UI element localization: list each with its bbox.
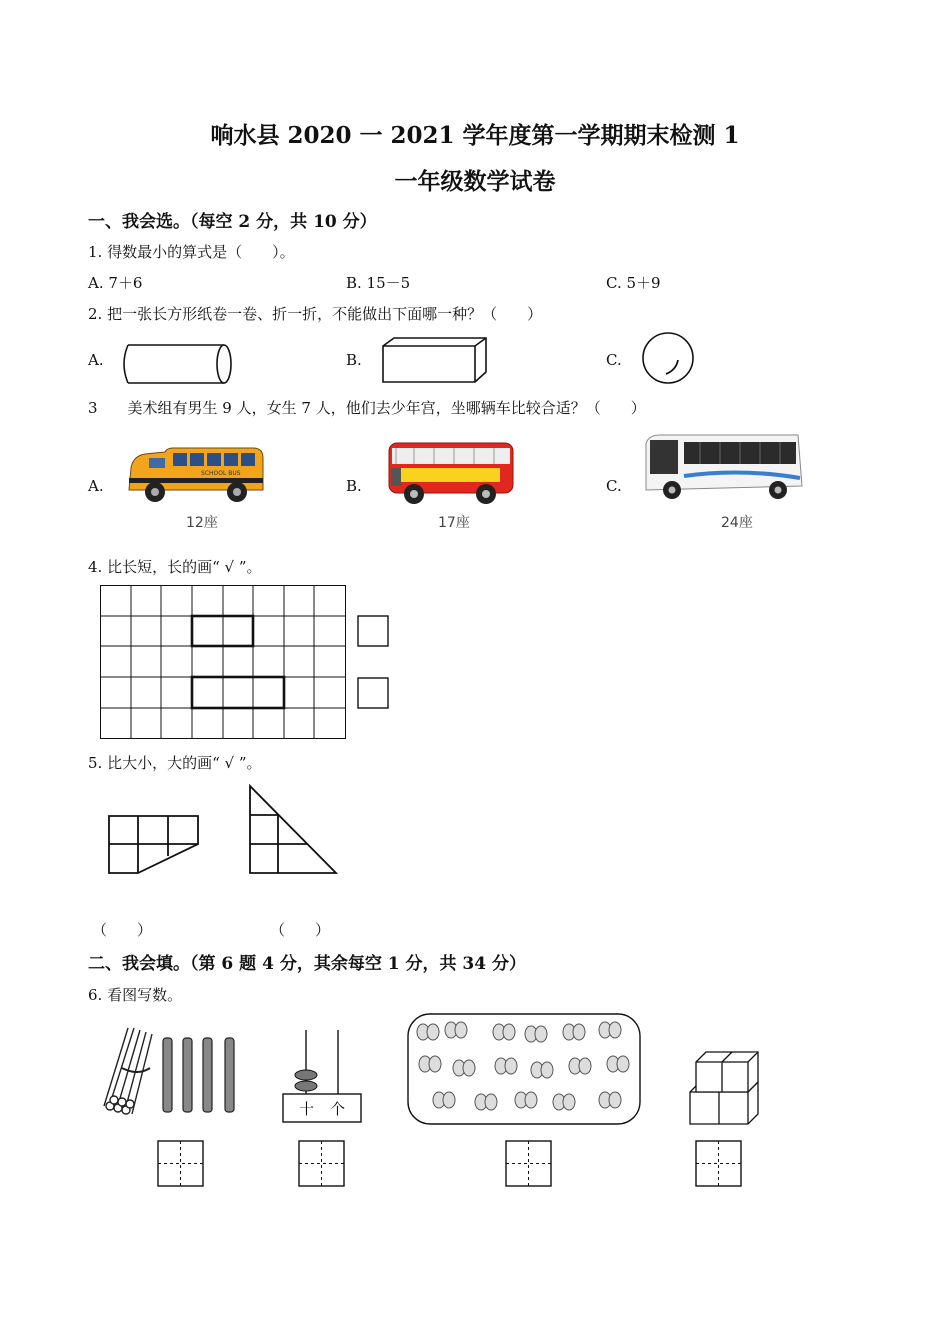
answer-box-abacus[interactable] [298,1140,346,1188]
q6-stem: 6. 看图写数。 [88,986,183,1004]
section-1-heading: 一、我会选。（每空 2 分，共 10 分） [88,212,377,232]
q1-option-c: C. 5＋9 [606,274,661,292]
red-bus-image [386,440,516,506]
answer-box-cubes[interactable] [695,1140,743,1188]
q5-blank-1[interactable]: （ ） [92,921,153,939]
q5-blank-2[interactable]: （ ） [270,921,331,939]
answer-box-sticks[interactable] [157,1140,205,1188]
q3-label-c: C. [606,477,622,495]
city-bus-image [640,432,806,504]
page-subtitle: 一年级数学试卷 [394,168,556,195]
butterfly-panel-image [406,1012,642,1126]
cuboid-figure [380,336,492,386]
bus-sign-text: SCHOOL BUS [201,470,241,477]
seat-label-17: 17座 [438,515,470,531]
stick-bundle-image [98,1022,248,1122]
q3-stem: 3 美术组有男生 9 人，女生 7 人，他们去少年宫，坐哪辆车比较合适？（ ） [88,399,646,417]
q3-label-b: B. [346,477,362,495]
answer-box-long[interactable] [358,678,388,708]
answer-box-butterflies[interactable] [505,1140,553,1188]
page-title: 响水县 2020 一 2021 学年度第一学期期末检测 1 [210,122,740,149]
abacus-tens-label: 十 [299,1100,315,1118]
sphere-figure [640,330,696,386]
abacus-ones-label: 个 [330,1100,346,1118]
answer-box-short[interactable] [358,616,388,646]
q1-option-a: A. 7＋6 [88,274,143,292]
q1-option-b: B. 15－5 [346,274,411,292]
abacus-image [280,1026,364,1126]
section-2-heading: 二、我会填。（第 6 题 4 分，其余每空 1 分，共 34 分） [88,954,526,974]
cubes-image [686,1050,766,1128]
q2-label-c: C. [606,351,622,369]
q1-stem: 1. 得数最小的算式是（ ）。 [88,243,295,261]
length-comparison-grid [100,585,400,743]
q2-stem: 2. 把一张长方形纸卷一卷、折一折，不能做出下面哪一种？（ ） [88,305,543,323]
seat-label-24: 24座 [721,515,753,531]
seat-label-12: 12座 [186,515,218,531]
q4-stem: 4. 比长短，长的画“ √ ”。 [88,558,262,576]
q2-label-a: A. [88,351,104,369]
school-bus-image [125,442,267,504]
cylinder-figure [120,340,240,388]
q5-stem: 5. 比大小，大的画“ √ ”。 [88,754,262,772]
q3-label-a: A. [88,477,104,495]
q2-label-b: B. [346,351,362,369]
area-comparison-shapes [106,784,346,880]
